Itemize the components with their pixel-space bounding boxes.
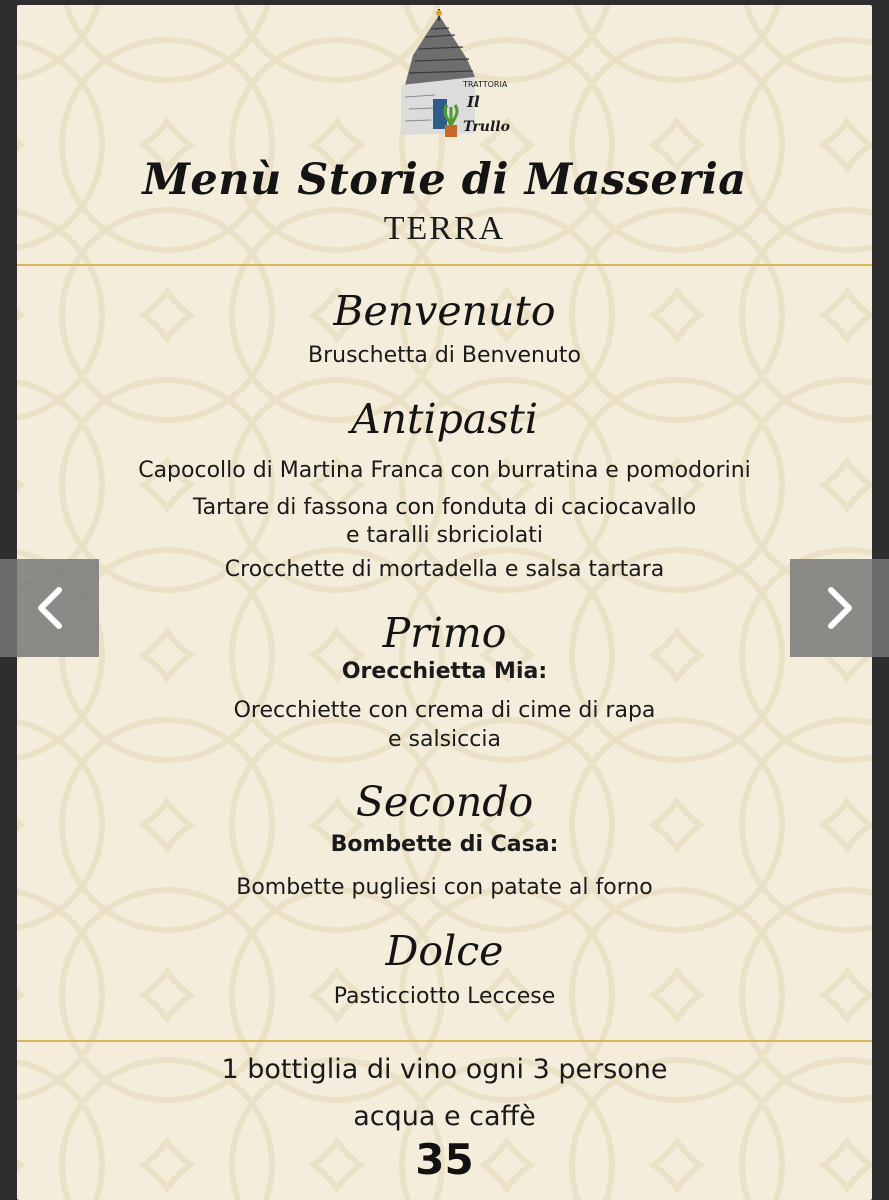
- logo-text-il: Il: [467, 93, 480, 111]
- divider-bottom: [17, 1040, 872, 1042]
- menu-item: Pasticciotto Leccese: [333, 984, 556, 1009]
- dish-name-primo: Orecchietta Mia:: [341, 659, 548, 684]
- trullo-logo: [375, 7, 510, 141]
- menu-item: Capocollo di Martina Franca con burratina e pomodorini: [138, 458, 751, 483]
- menu-item: Bruschetta di Benvenuto: [307, 343, 581, 368]
- menu-item: e salsiccia: [388, 727, 501, 752]
- menu-item: e taralli sbriciolati: [345, 523, 544, 548]
- divider-top: [17, 264, 872, 266]
- menu-item: Crocchette di mortadella e salsa tartara: [224, 557, 665, 582]
- footer-wine: 1 bottiglia di vino ogni 3 persone: [221, 1054, 668, 1085]
- section-title-dolce: Dolce: [385, 927, 504, 975]
- chevron-left-icon: [35, 586, 65, 630]
- menu-item: Orecchiette con crema di cime di rapa: [233, 698, 656, 723]
- next-image-button[interactable]: [790, 559, 889, 657]
- menu-item: Bombette pugliesi con patate al forno: [236, 875, 653, 900]
- prev-image-button[interactable]: [0, 559, 99, 657]
- chevron-right-icon: [825, 586, 855, 630]
- menu-title: Menù Storie di Masseria: [142, 155, 747, 205]
- logo-text-trullo: Trullo: [463, 119, 510, 135]
- menu-card: [17, 5, 872, 1200]
- section-title-benvenuto: Benvenuto: [333, 287, 556, 335]
- footer-water-coffee: acqua e caffè: [353, 1101, 536, 1132]
- dish-name-secondo: Bombette di Casa:: [330, 832, 559, 857]
- menu-price: 35: [415, 1135, 474, 1184]
- menu-content: [17, 5, 872, 1200]
- section-title-primo: Primo: [382, 609, 507, 657]
- menu-subtitle: TERRA: [383, 210, 506, 247]
- menu-item: Tartare di fassona con fonduta di caciocavallo: [192, 495, 697, 520]
- section-title-antipasti: Antipasti: [351, 395, 538, 443]
- section-title-secondo: Secondo: [355, 778, 534, 826]
- logo-text-trattoria: TRATTORIA: [463, 80, 508, 89]
